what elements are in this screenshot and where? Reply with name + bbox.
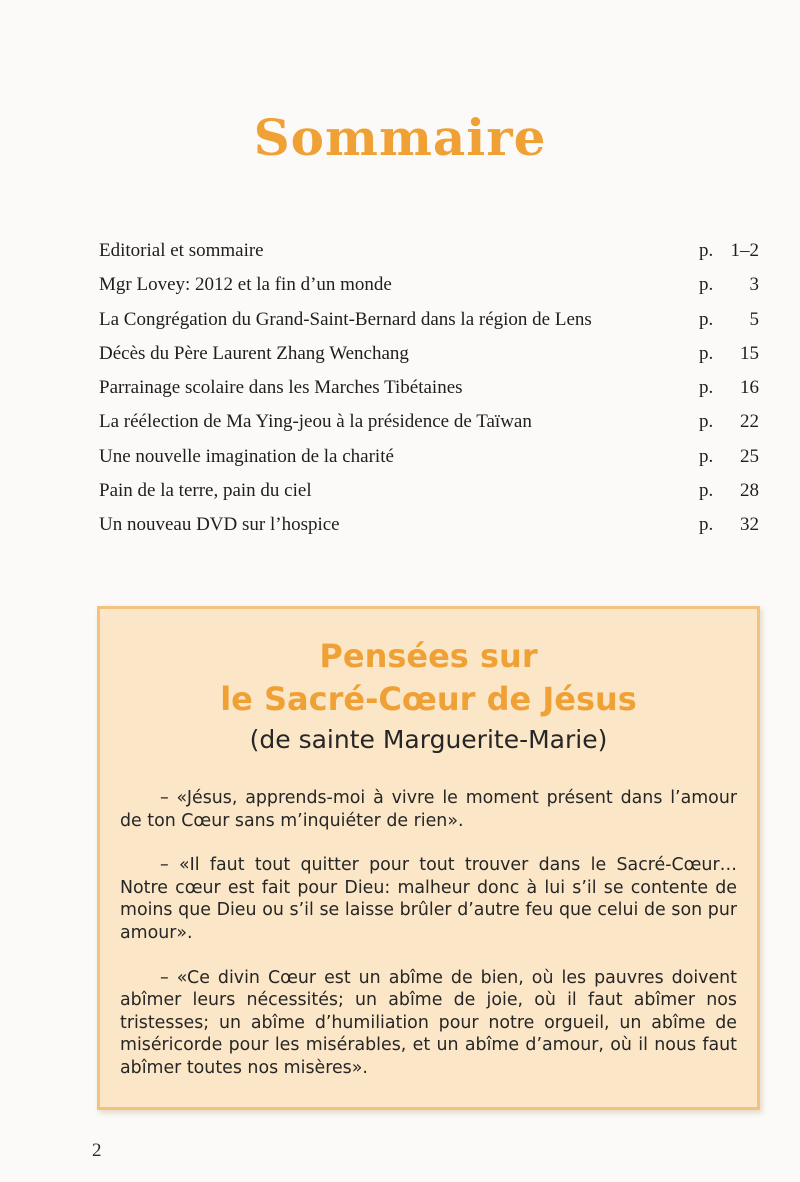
toc-entry (99, 405, 759, 439)
page-number: 2 (92, 1140, 102, 1161)
toc-entry-page: 1–2 (730, 240, 759, 261)
toc-entry-page: 28 (740, 480, 759, 502)
quote: – «Ce divin Cœur est un abîme de bien, où les pauvres doivent abîmer leurs nécessités; un abîme de joie, où il faut abîmer nos tristesses; un abîme d’humiliation pour notre orgueil, un abîme de miséricorde pour les misérables, et un abîme d’amour, où il nous faut abîmer toutes nos misères». (120, 967, 737, 1078)
toc-entry-page-prefix: p. (699, 445, 714, 467)
box-title (100, 635, 757, 721)
toc-entry-page: 5 (749, 308, 759, 330)
toc-entry-page: 25 (740, 445, 759, 467)
toc-entry-page-prefix: p. (699, 274, 714, 296)
toc-entry-title: Editorial et sommaire (99, 240, 264, 261)
toc-entry-page: 16 (740, 377, 759, 399)
box-title-line-1: Pensées sur (319, 637, 538, 675)
quote: – «Jésus, apprends-moi à vivre le moment présent dans l’amour de ton Cœur sans m’inquiéter de rien». (120, 788, 737, 831)
toc-entry-title: Décès du Père Laurent Zhang Wenchang (99, 342, 409, 364)
toc-entry-title: Parrainage scolaire dans les Marches Tibétaines (99, 377, 463, 399)
toc-entry-title: Mgr Lovey: 2012 et la fin d’un monde (99, 274, 392, 296)
toc-entry-page-prefix: p. (699, 240, 714, 261)
toc-entry-page-prefix: p. (699, 377, 714, 399)
toc-entry (99, 440, 759, 474)
quotes-list (120, 787, 737, 1102)
toc-entry (99, 508, 759, 542)
toc-entry-title: Un nouveau DVD sur l’hospice (99, 514, 340, 536)
toc-entry-page: 3 (749, 274, 759, 296)
toc-entry-page-prefix: p. (699, 514, 714, 536)
table-of-contents (99, 234, 759, 543)
toc-entry (99, 268, 759, 302)
toc-entry-page: 22 (740, 411, 759, 433)
quote: – «Il faut tout quitter pour tout trouver dans le Sacré-Cœur… Notre cœur est fait pour Dieu: malheur donc à lui s’il se contente de moins que Dieu ou s’il se laisse brûler d’autre feu que celui de son pur amour». (120, 855, 737, 943)
toc-entry (99, 234, 759, 268)
toc-entry (99, 371, 759, 405)
toc-entry-page-prefix: p. (699, 411, 714, 433)
toc-entry (99, 474, 759, 508)
box-subtitle: (de sainte Marguerite-Marie) (249, 725, 608, 754)
toc-entry-title: La réélection de Ma Ying-jeou à la présidence de Taïwan (99, 411, 532, 433)
toc-entry (99, 303, 759, 337)
toc-entry-page-prefix: p. (699, 480, 714, 502)
quotes-box (97, 606, 760, 1110)
toc-entry-page-prefix: p. (699, 342, 714, 364)
toc-entry-page-prefix: p. (699, 308, 714, 330)
toc-entry-page: 32 (740, 514, 759, 536)
page-title: Sommaire (253, 108, 547, 167)
toc-entry-title: La Congrégation du Grand-Saint-Bernard dans la région de Lens (99, 308, 592, 330)
toc-entry-page: 15 (740, 342, 759, 364)
toc-entry-title: Pain de la terre, pain du ciel (99, 480, 312, 502)
toc-entry (99, 337, 759, 371)
box-title-line-2: le Sacré-Cœur de Jésus (220, 680, 637, 718)
toc-entry-title: Une nouvelle imagination de la charité (99, 445, 394, 467)
